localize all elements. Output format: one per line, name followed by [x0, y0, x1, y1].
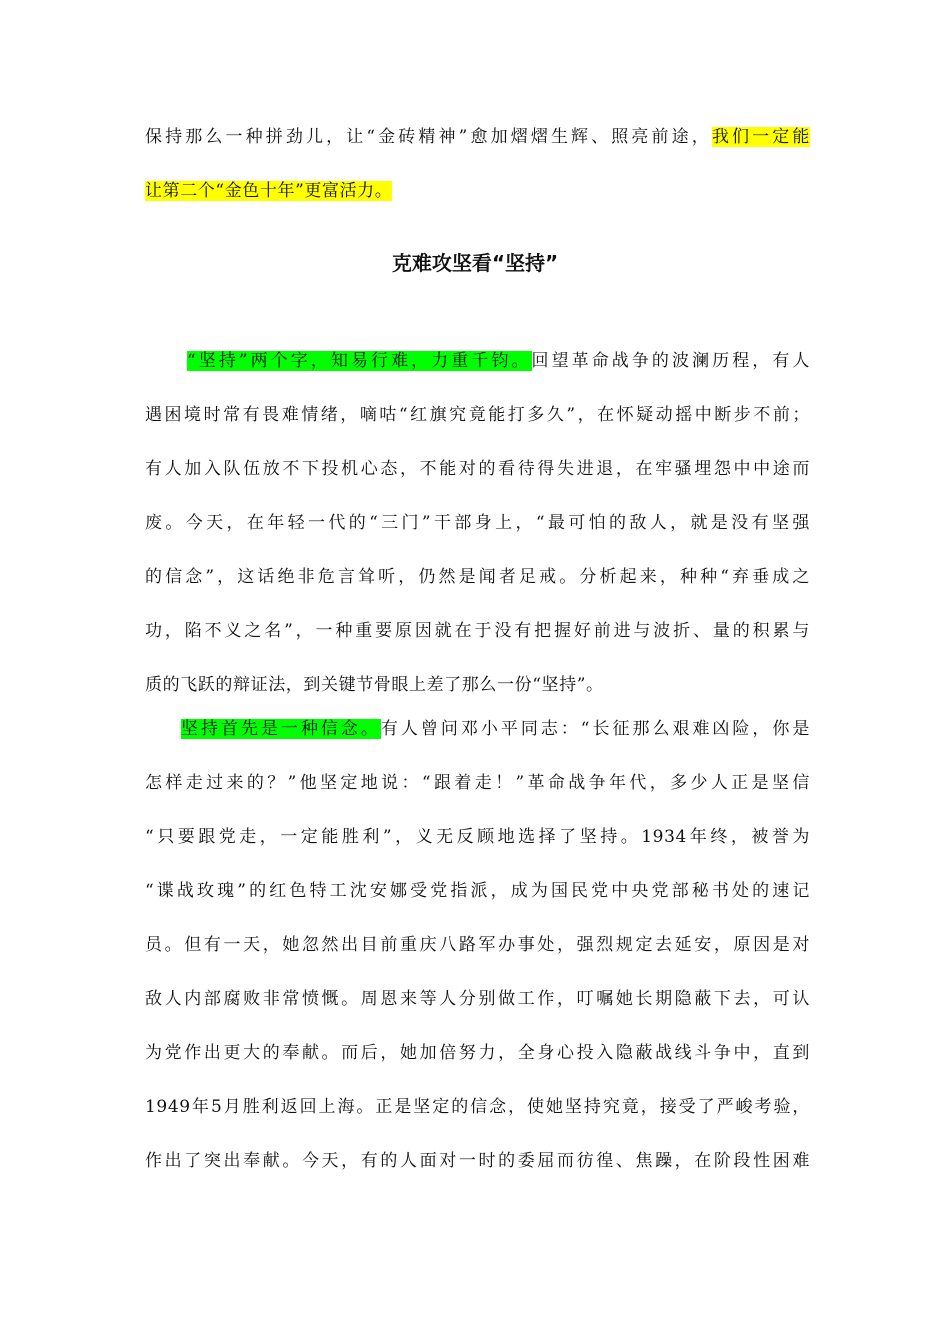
p1-line-1-rest: 回望革命战争的波澜历程，有人: [531, 351, 810, 371]
p2-line-6: 敌人内部腐败非常愤慨。周恩来等人分别做工作，叮嘱她长期隐蔽下去，可认: [145, 989, 810, 1009]
p2-highlight: 坚持首先是一种信念。: [181, 719, 381, 739]
p2-line-4: “谍战玫瑰”的红色特工沈安娜受党指派，成为国民党中央党部秘书处的速记: [145, 881, 810, 901]
p2-line-2: 怎样走过来的？”他坚定地说：“跟着走！”革命战争年代，多少人正是坚信: [145, 773, 810, 793]
p2-line-8: 1949年5月胜利返回上海。正是坚定的信念，使她坚持究竟，接受了严峻考验，: [145, 1097, 810, 1117]
p1-line-2: 遇困境时常有畏难情绪，嘀咕“红旗究竟能打多久”，在怀疑动摇中断步不前；: [145, 405, 810, 425]
p1-highlight: “坚持”两个字，知易行难，力重千钧。: [187, 351, 532, 371]
prev-line-1-text: 保持那么一种拼劲儿，让“金砖精神”愈加熠熠生辉、照亮前途，: [145, 127, 712, 147]
p2-line-9: 作出了突出奉献。今天，有的人面对一时的委屈而彷徨、焦躁，在阶段性困难: [145, 1151, 810, 1171]
p2-line-1: [181, 713, 810, 745]
p2-line-7: 为党作出更大的奉献。而后，她加倍努力，全身心投入隐蔽战线斗争中，直到: [145, 1043, 810, 1063]
article-title: 克难攻坚看“坚持”: [391, 251, 559, 275]
prev-section-line-2: [145, 175, 810, 207]
p1-line-4: 废。今天，在年轻一代的“三门”干部身上，“最可怕的敌人，就是没有坚强: [145, 513, 810, 533]
prev-section-line-1: [145, 121, 810, 153]
p1-line-7: 质的飞跃的辩证法，到关键节骨眼上差了那么一份“坚持”。: [145, 675, 604, 695]
p1-line-3: 有人加入队伍放不下投机心态，不能对的看待得失进退，在牢骚埋怨中中途而: [145, 459, 810, 479]
p2-line-5: 员。但有一天，她忽然出目前重庆八路军办事处，强烈规定去延安，原因是对: [145, 935, 810, 955]
p1-line-6: 功，陷不义之名”，一种重要原因就在于没有把握好前进与波折、量的积累与: [145, 621, 810, 641]
p1-line-1: [187, 345, 810, 377]
p2-line-3: “只要跟党走，一定能胜利”，义无反顾地选择了坚持。1934年终，被誉为: [145, 827, 810, 847]
p2-line-1-rest: 有人曾问邓小平同志：“长征那么艰难凶险，你是: [380, 719, 810, 739]
prev-line-1-highlight: 我们一定能: [711, 127, 811, 147]
prev-line-2-highlight: 让第二个“金色十年”更富活力。: [145, 181, 393, 201]
p1-line-5: 的信念”，这话绝非危言耸听，仍然是闻者足戒。分析起来，种种“弃垂成之: [145, 567, 810, 587]
